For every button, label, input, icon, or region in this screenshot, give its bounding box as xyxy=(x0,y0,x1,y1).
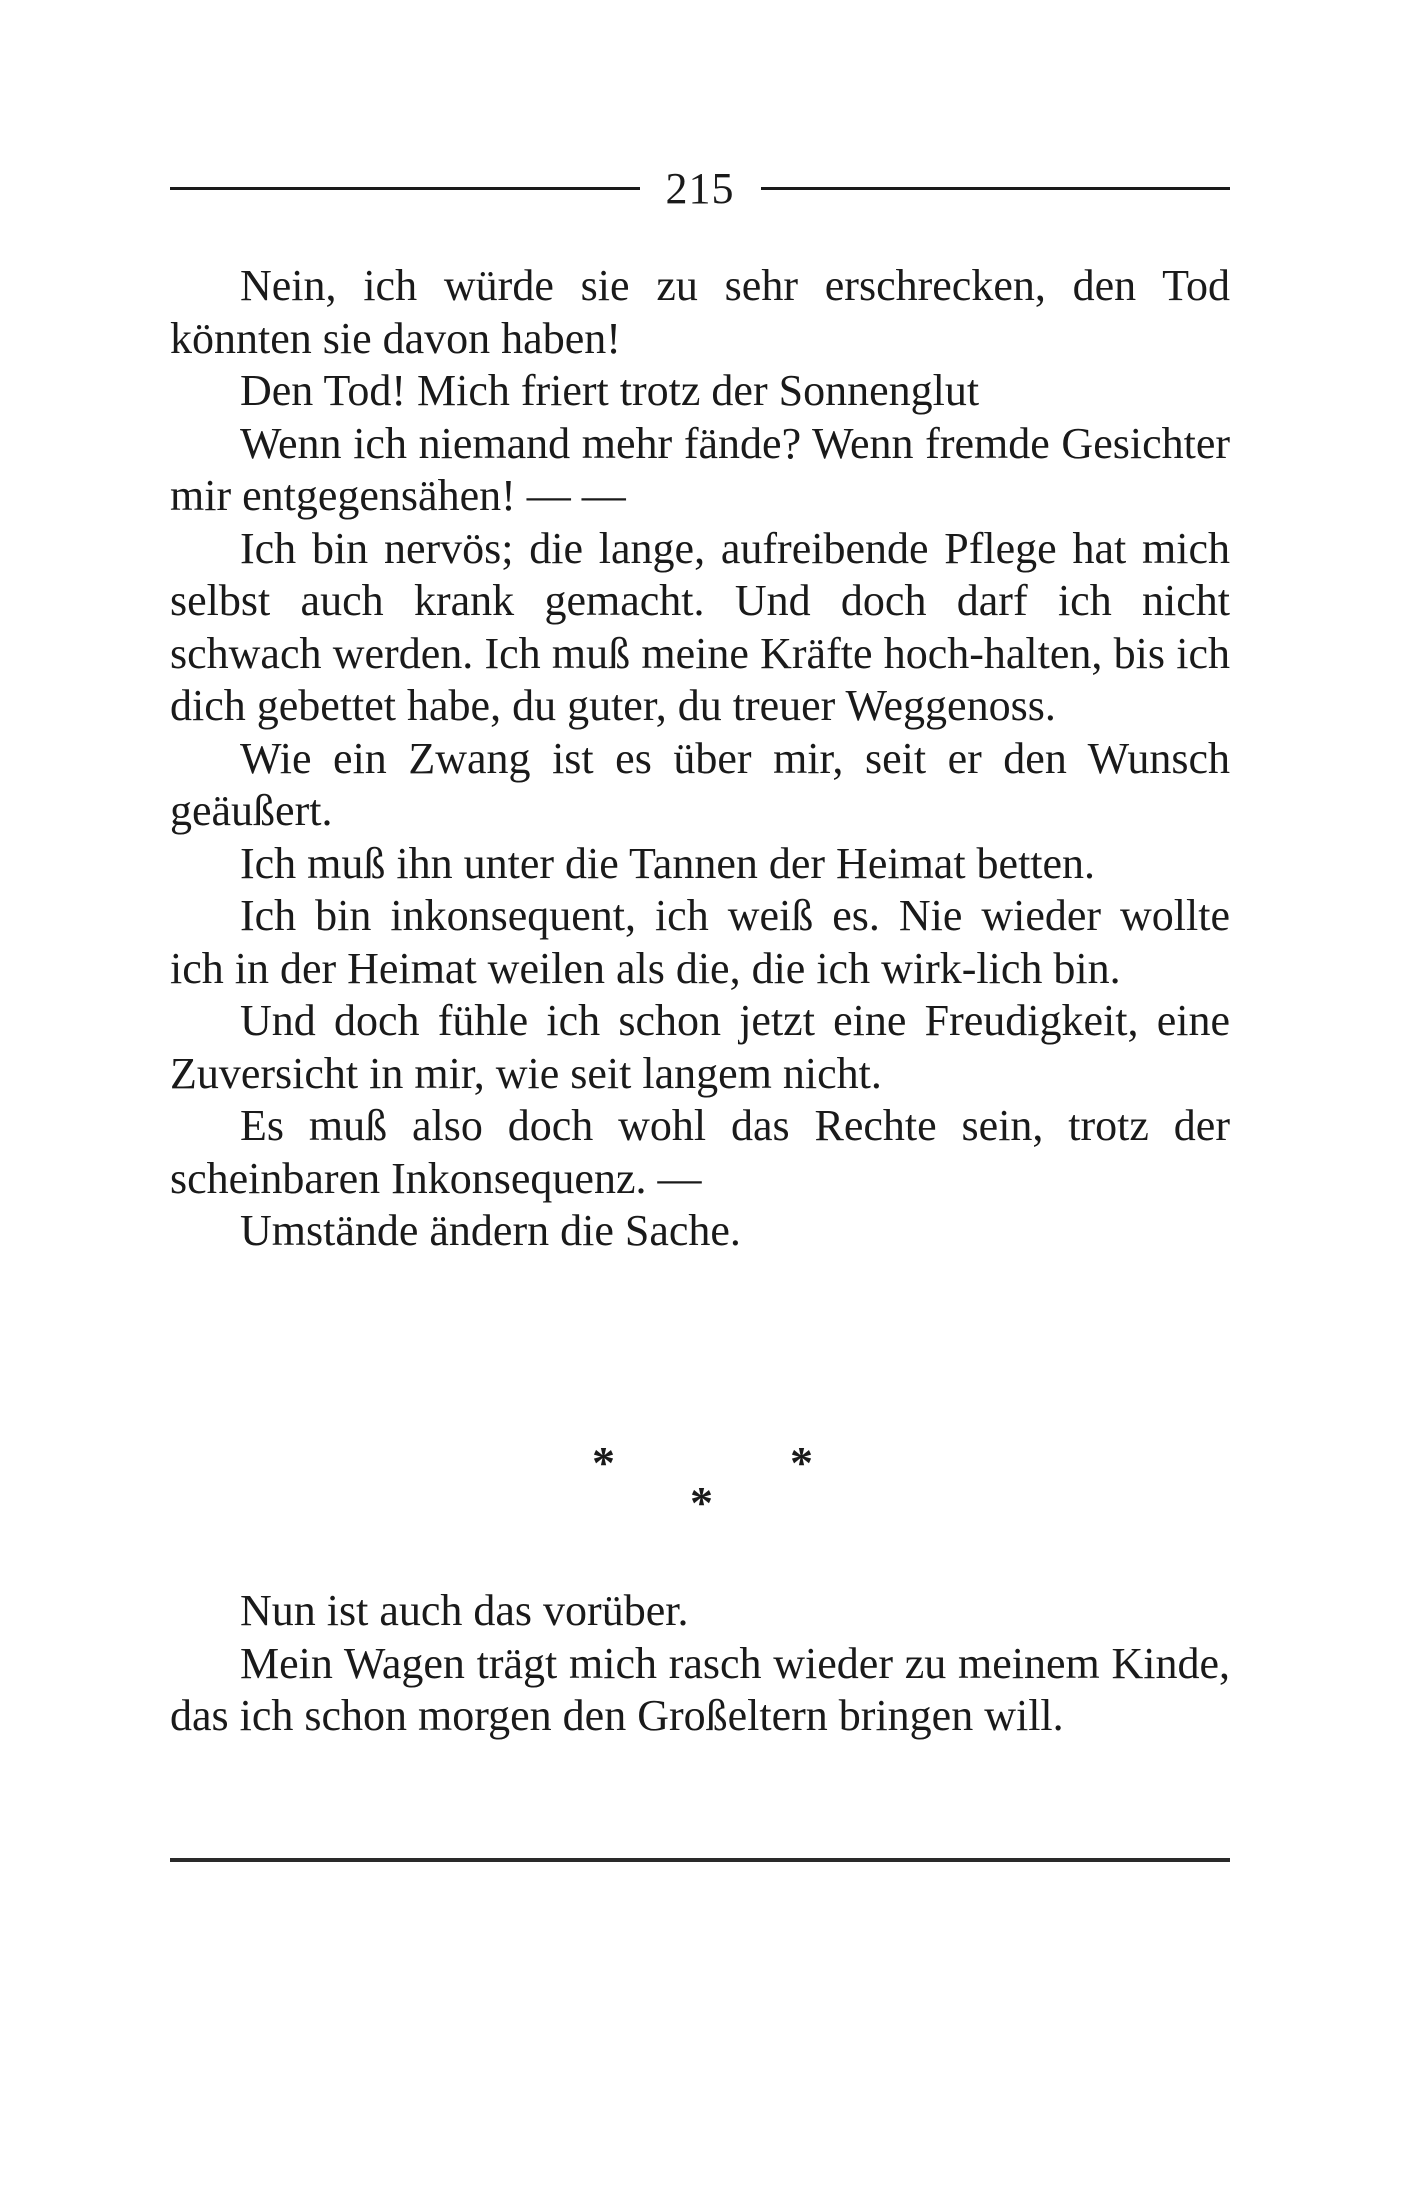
paragraph: Es muß also doch wohl das Rechte sein, trotz der scheinbaren Inkonsequenz. — xyxy=(170,1101,1230,1203)
paragraph: Ich bin inkonsequent, ich weiß es. Nie wieder wollte ich in der Heimat weilen als die, die ich wirk-lich bin. xyxy=(170,891,1230,993)
section-end-rule xyxy=(170,1858,1230,1862)
paragraph: Wie ein Zwang ist es über mir, seit er den Wunsch geäußert. xyxy=(170,733,1230,835)
section-separator xyxy=(0,1437,1428,1528)
asterisk-bottom: * xyxy=(690,1477,713,1528)
main-text xyxy=(170,260,1230,1258)
asterisk-right: * xyxy=(790,1437,813,1488)
paragraph: Umstände ändern die Sache. xyxy=(240,1206,741,1255)
paragraph: Wenn ich niemand mehr fände? Wenn fremde Gesichter mir entgegensähen! — — xyxy=(170,418,1230,520)
paragraph: Und doch fühle ich schon jetzt eine Freudigkeit, eine Zuversicht in mir, wie seit langem nicht. xyxy=(170,996,1230,1098)
paragraph: Mein Wagen trägt mich rasch wieder zu meinem Kinde, das ich schon morgen den Großeltern bringen will. xyxy=(170,1638,1230,1740)
asterisk-left: * xyxy=(592,1437,615,1488)
paragraph: Nun ist auch das vorüber. xyxy=(240,1586,689,1635)
header-rule-right xyxy=(761,187,1231,190)
page-number: 215 xyxy=(665,163,735,213)
paragraph: Ich muß ihn unter die Tannen der Heimat betten. xyxy=(240,838,1096,888)
paragraph: Den Tod! Mich friert trotz der Sonnenglut xyxy=(240,366,980,415)
paragraph: Ich bin nervös; die lange, aufreibende Pflege hat mich selbst auch krank gemacht. Und doch darf ich nicht schwach werden. Ich muß meine Kräfte hoch-halten, bis ich dich gebettet habe, du guter, du treuer Weggenoss. xyxy=(170,523,1230,730)
paragraph: Nein, ich würde sie zu sehr erschrecken, den Tod könnten sie davon haben! xyxy=(170,261,1230,363)
closing-text xyxy=(170,1585,1230,1743)
page-header xyxy=(170,160,1230,216)
header-rule-left xyxy=(170,187,640,190)
